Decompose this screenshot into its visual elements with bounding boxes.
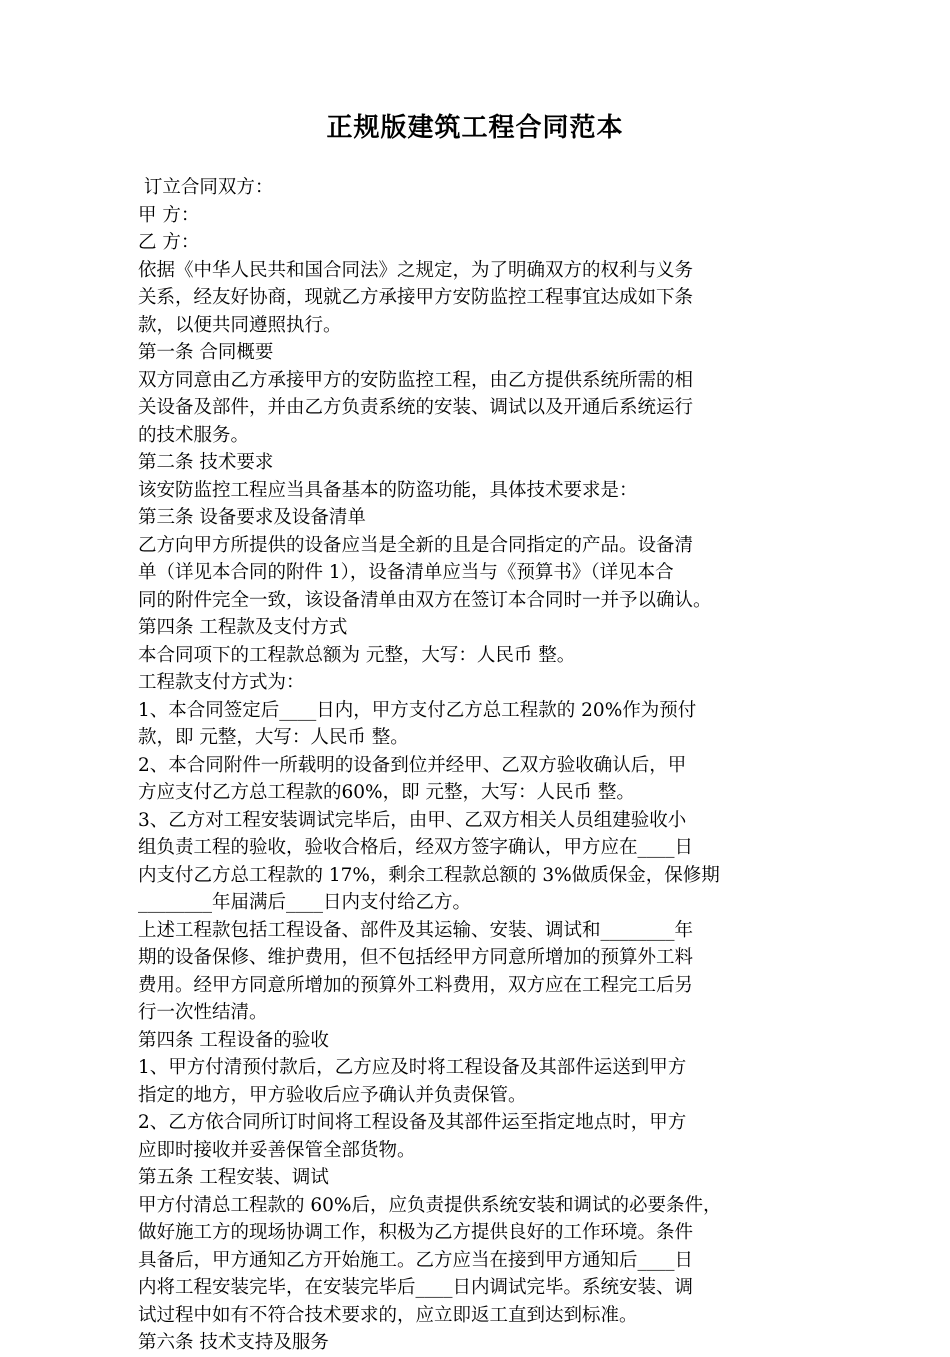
paragraph-line: 乙 方： <box>138 232 200 253</box>
paragraph-line: 组负责工程的验收，验收合格后，经双方签字确认，甲方应在____日 <box>138 837 694 858</box>
paragraph-line: 的技术服务。 <box>138 424 250 446</box>
paragraph-line: 甲方付清总工程款的 60%后，应负责提供系统安装和调试的必要条件， <box>138 1194 722 1216</box>
paragraph-line: ________年届满后____日内支付给乙方。 <box>138 892 472 913</box>
section-heading: 第二条 技术要求 <box>138 452 274 473</box>
paragraph-line: 费用。经甲方同意所增加的预算外工料费用，双方应在工程完工后另 <box>138 974 694 996</box>
paragraph-line: 关系，经友好协商，现就乙方承接甲方安防监控工程事宜达成如下条 <box>138 287 694 308</box>
paragraph-line: 期的设备保修、维护费用，但不包括经甲方同意所增加的预算外工料 <box>138 947 694 968</box>
section-heading: 第一条 合同概要 <box>138 342 274 363</box>
paragraph-line: 关设备及部件，并由乙方负责系统的安装、调试以及开通后系统运行 <box>138 397 694 418</box>
paragraph-line: 该安防监控工程应当具备基本的防盗功能，具体技术要求是： <box>138 479 638 501</box>
paragraph-line: 工程款支付方式为： <box>138 672 305 693</box>
paragraph-line: 试过程中如有不符合技术要求的，应立即返工直到达到标准。 <box>138 1304 638 1326</box>
section-heading: 第六条 技术支持及服务 <box>138 1332 329 1353</box>
section-heading: 第三条 设备要求及设备清单 <box>138 507 366 528</box>
paragraph-line: 应即时接收并妥善保管全部货物。 <box>138 1139 416 1161</box>
paragraph-line: 内支付乙方总工程款的 17%，剩余工程款总额的 3%做质保金，保修期 <box>138 864 720 886</box>
document-title: 正规版建筑工程合同范本 <box>326 113 624 143</box>
paragraph-line: 指定的地方，甲方验收后应予确认并负责保管。 <box>138 1084 527 1106</box>
paragraph-line: 2、乙方依合同所订时间将工程设备及其部件运至指定地点时，甲方 <box>138 1112 687 1133</box>
paragraph-line: 依据《中华人民共和国合同法》之规定，为了明确双方的权利与义务 <box>138 259 694 281</box>
paragraph-line: 订立合同双方： <box>138 177 274 198</box>
paragraph-line: 具备后，甲方通知乙方开始施工。乙方应当在接到甲方通知后____日 <box>138 1249 694 1271</box>
paragraph-line: 方应支付乙方总工程款的60%，即 元整，大写：人民币 整。 <box>138 782 635 803</box>
document-body <box>138 174 828 1357</box>
paragraph-line: 2、本合同附件一所载明的设备到位并经甲、乙双方验收确认后，甲 <box>138 754 687 776</box>
paragraph-line: 单（详见本合同的附件 1），设备清单应当与《预算书》（详见本合 <box>138 562 674 583</box>
paragraph-line: 3、乙方对工程安装调试完毕后，由甲、乙双方相关人员组建验收小 <box>138 809 687 831</box>
paragraph-line: 款，以便共同遵照执行。 <box>138 314 342 336</box>
paragraph-line: 同的附件完全一致，该设备清单由双方在签订本合同时一并予以确认。 <box>138 589 712 611</box>
section-heading: 第四条 工程设备的验收 <box>138 1029 329 1051</box>
paragraph-line: 做好施工方的现场协调工作，积极为乙方提供良好的工作环境。条件 <box>138 1222 694 1243</box>
paragraph-line: 甲 方： <box>138 204 200 226</box>
paragraph-line: 本合同项下的工程款总额为 元整，大写：人民币 整。 <box>138 644 576 666</box>
paragraph-line: 款，即 元整，大写：人民币 整。 <box>138 727 409 748</box>
paragraph-line: 行一次性结清。 <box>138 1002 268 1023</box>
paragraph-line: 上述工程款包括工程设备、部件及其运输、安装、调试和________年 <box>138 919 694 941</box>
paragraph-line: 双方同意由乙方承接甲方的安防监控工程，由乙方提供系统所需的相 <box>138 369 694 391</box>
paragraph-line: 乙方向甲方所提供的设备应当是全新的且是合同指定的产品。设备清 <box>138 534 694 556</box>
section-heading: 第四条 工程款及支付方式 <box>138 617 348 638</box>
section-heading: 第五条 工程安装、调试 <box>138 1167 329 1188</box>
paragraph-line: 1、本合同签定后____日内，甲方支付乙方总工程款的 20%作为预付 <box>138 699 697 721</box>
paragraph-line: 1、甲方付清预付款后，乙方应及时将工程设备及其部件运送到甲方 <box>138 1057 687 1078</box>
paragraph-line: 内将工程安装完毕，在安装完毕后____日内调试完毕。系统安装、调 <box>138 1277 694 1298</box>
